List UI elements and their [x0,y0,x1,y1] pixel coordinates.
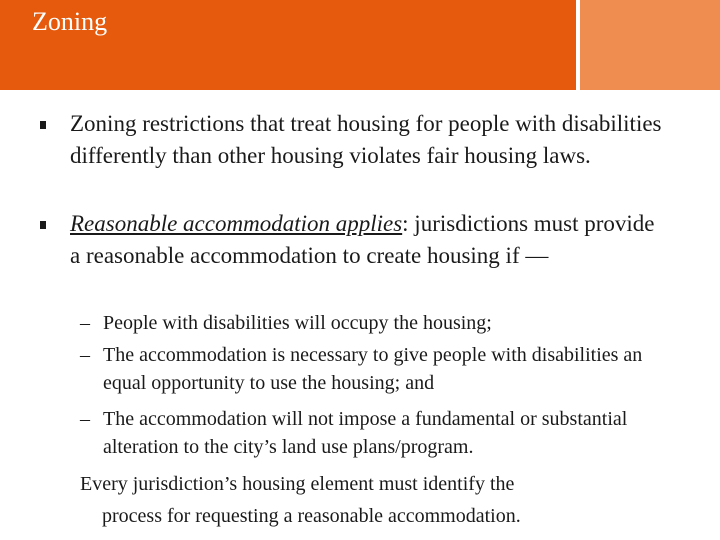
bullet-2 [70,208,670,272]
sub-item-2: The accommodation is necessary to give people with disabilities an equal opportunity to use the housing; and [103,344,643,394]
closing-line-1: Every jurisdiction’s housing element must identify the [80,473,515,495]
sub-dash: – [80,312,90,334]
sub-dash: – [80,344,90,366]
header-accent-block [580,0,720,90]
closing-paragraph [80,468,680,532]
slide-title: Zoning [32,7,108,36]
bullet-1-text: Zoning restrictions that treat housing for people with disabilities differently than other housing violates fair housing laws. [70,111,662,168]
bullet-2-lead: Reasonable accommodation applies [70,211,403,236]
sub-item-3: The accommodation will not impose a fundamental or substantial alteration to the city’s land use plans/program. [103,408,628,458]
sub-item-1: People with disabilities will occupy the housing; [103,312,492,334]
closing-line-2: process for requesting a reasonable accommodation. [102,505,521,527]
bullet-marker [40,221,46,229]
sub-dash: – [80,408,90,430]
bullet-marker [40,121,46,129]
bullet-2-text: : jurisdictions must provide a reasonable accommodation to create housing if — [70,211,655,268]
